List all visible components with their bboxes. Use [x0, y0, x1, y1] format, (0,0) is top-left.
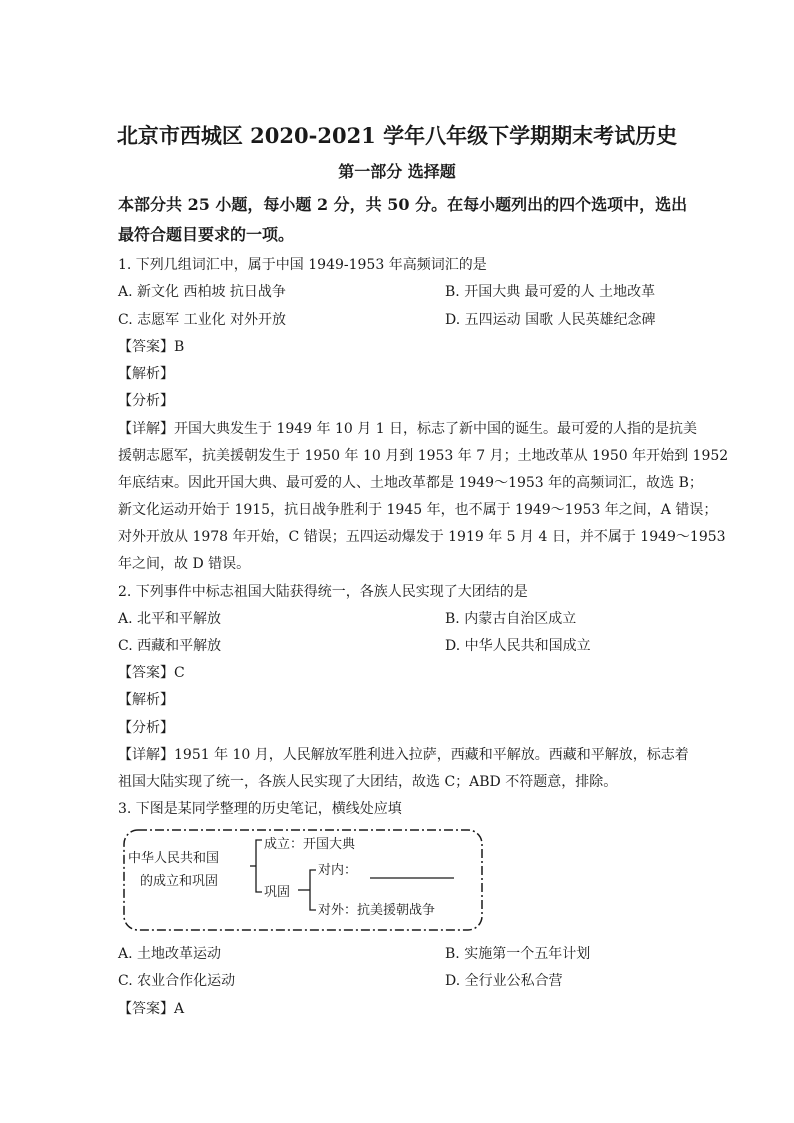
q1-detail-line: 对外开放从 1978 年开始，C 错误；五四运动爆发于 1919 年 5 月 4 日，并不属于 1949～1953 — [118, 529, 726, 545]
diagram-root-line-1: 中华人民共和国 — [128, 851, 220, 866]
q1-option-b: B. 开国大典 最可爱的人 土地改革 — [445, 284, 656, 300]
q3-option-c: C. 农业合作化运动 — [118, 973, 236, 989]
q1-detail-line: 年之间，故 D 错误。 — [118, 556, 251, 572]
diagram-branch-founding: 成立：开国大典 — [264, 837, 356, 852]
section-title: 第一部分 选择题 — [338, 162, 456, 181]
q1-fenxi: 【分析】 — [118, 393, 174, 409]
instructions-line-2: 最符合题目要求的一项。 — [118, 225, 295, 244]
q3-answer: 【答案】A — [118, 1001, 185, 1017]
diagram-root-line-2: 的成立和巩固 — [140, 874, 219, 889]
history-notes-diagram — [118, 826, 488, 934]
q2-jiexi: 【解析】 — [118, 692, 174, 708]
q1-detail-line: 援朝志愿军，抗美援朝发生于 1950 年 10 月到 1953 年 7 月；土地改革从 1950 年开始到 1952 — [118, 448, 729, 464]
bracket-main — [256, 840, 262, 892]
q2-answer: 【答案】C — [118, 665, 185, 681]
q1-option-c: C. 志愿军 工业化 对外开放 — [118, 312, 287, 328]
q1-option-a: A. 新文化 西柏坡 抗日战争 — [118, 284, 286, 300]
page-title: 北京市西城区 2020-2021 学年八年级下学期期末考试历史 — [116, 123, 678, 148]
q3-option-a: A. 土地改革运动 — [118, 946, 222, 962]
q1-stem: 1. 下列几组词汇中，属于中国 1949-1953 年高频词汇的是 — [118, 257, 487, 273]
q1-answer: 【答案】B — [118, 339, 185, 355]
q2-fenxi: 【分析】 — [118, 720, 174, 736]
q1-detail-line: 【详解】开国大典发生于 1949 年 10 月 1 日，标志了新中国的诞生。最可爱的人指的是抗美 — [118, 421, 698, 437]
q3-stem: 3. 下图是某同学整理的历史笔记，横线处应填 — [118, 801, 402, 817]
q1-option-d: D. 五四运动 国歌 人民英雄纪念碑 — [445, 312, 656, 328]
q1-detail-line: 年底结束。因此开国大典、最可爱的人、土地改革都是 1949～1953 年的高频词汇，故选 B； — [118, 475, 703, 491]
q1-jiexi: 【解析】 — [118, 366, 174, 382]
diagram-sub-foreign: 对外：抗美援朝战争 — [318, 903, 436, 918]
q2-stem: 2. 下列事件中标志祖国大陆获得统一，各族人民实现了大团结的是 — [118, 584, 528, 600]
q1-detail-line: 新文化运动开始于 1915，抗日战争胜利于 1945 年，也不属于 1949～1953 年之间，A 错误； — [118, 502, 718, 518]
q2-detail-line: 祖国大陆实现了统一，各族人民实现了大团结，故选 C；ABD 不符题意，排除。 — [118, 774, 618, 790]
q2-option-a: A. 北平和平解放 — [118, 611, 222, 627]
q2-option-c: C. 西藏和平解放 — [118, 638, 222, 654]
q2-detail-line: 【详解】1951 年 10 月，人民解放军胜利进入拉萨，西藏和平解放。西藏和平解放，标志着 — [118, 747, 689, 763]
q2-option-d: D. 中华人民共和国成立 — [445, 638, 591, 654]
bracket-sub — [310, 870, 316, 910]
diagram-branch-consolidate: 巩固 — [264, 885, 291, 900]
q3-option-b: B. 实施第一个五年计划 — [445, 946, 591, 962]
q3-option-d: D. 全行业公私合营 — [445, 973, 563, 989]
q2-option-b: B. 内蒙古自治区成立 — [445, 611, 577, 627]
instructions-line-1: 本部分共 25 小题，每小题 2 分，共 50 分。在每小题列出的四个选项中，选出 — [118, 195, 688, 214]
diagram-sub-domestic: 对内： — [318, 863, 358, 878]
